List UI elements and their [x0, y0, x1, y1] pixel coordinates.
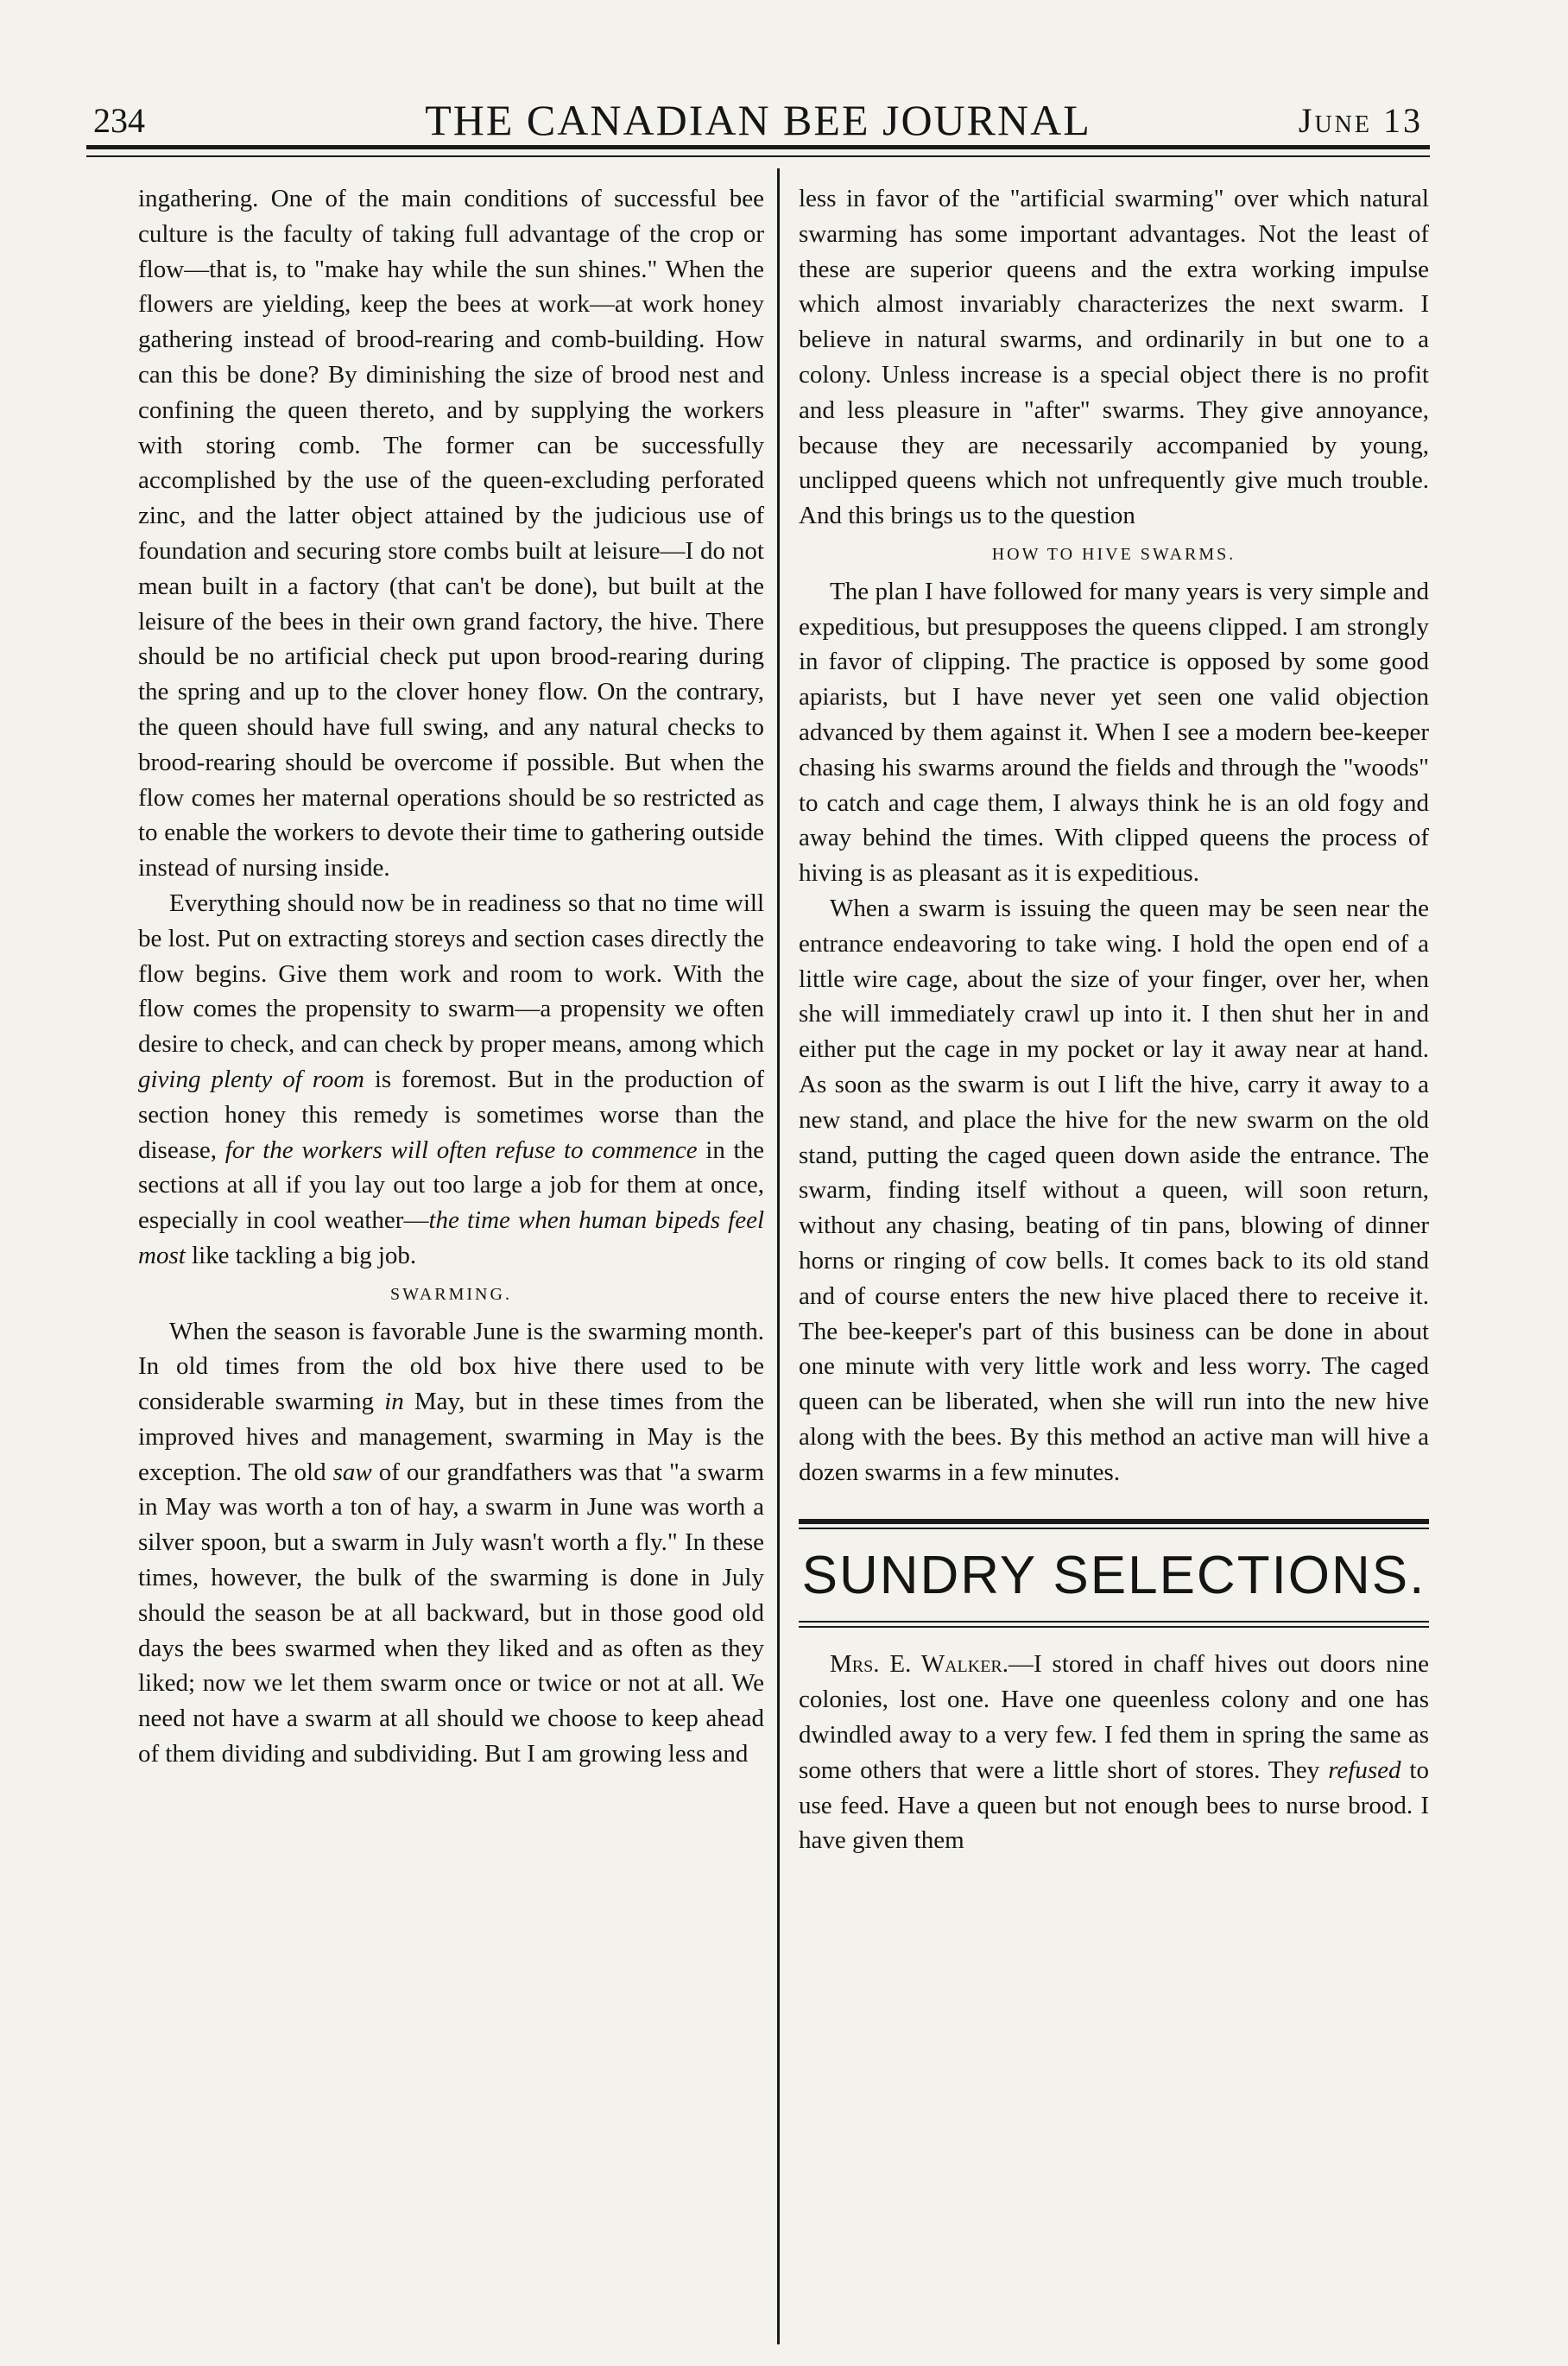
contributor-name: Mrs. E. Walker. — [830, 1650, 1008, 1679]
text-run: is foremost. But in the production of section honey this remedy is sometimes worse than the disease, — [138, 1065, 764, 1164]
text-run: to use feed. Have a queen but not enough bees to nurse brood. I have given them — [799, 1756, 1429, 1855]
header-rule-thick — [86, 145, 1430, 149]
section-rule — [799, 1528, 1429, 1529]
italic-run: the time when human bipeds feel most — [138, 1206, 764, 1269]
section-title: SUNDRY SELECTIONS. — [801, 1546, 1426, 1606]
issue-date: June 13 — [1298, 101, 1423, 140]
column-divider — [777, 168, 780, 2344]
italic-run: in — [384, 1388, 404, 1416]
text-run: in the sections at all if you lay out too large a job for them at once, especially in cool weather— — [138, 1136, 764, 1235]
italic-run: saw — [332, 1458, 372, 1486]
page-number: 234 — [93, 101, 145, 140]
paragraph: ingathering. One of the main conditions of successful bee culture is the faculty of taking full advantage of the crop or flow—that is, to "make hay while the sun shines." When the flowers are yielding, keep the bees at work—at work honey gathering instead of brood-rearing and comb-building. How can this be done? By diminishing the size of brood nest and confining the queen thereto, and by supplying the workers with storing comb. The former can be successfully accomplished by the use of the queen-excluding perforated zinc, and the latter object attained by the judicious use of foundation and securing store combs built at leisure—I do not mean built in a factory (that can't be done), but built at the leisure of the bees in their own grand factory, the hive. There should be no artificial check put upon brood-rearing during the spring and up to the clover honey flow. On the contrary, the queen should have full swing, and any natural checks to brood-rearing should be overcome if possible. But when the flow comes her maternal operations should be so restricted as to enable the workers to devote their time to gathering outside instead of nursing inside. — [138, 185, 764, 883]
text-run: —I stored in chaff hives out doors nine colonies, lost one. Have one queenless colony and one has dwindled away to a very few. I fed them in spring the same as some others that were a little short of stores. They — [799, 1650, 1429, 1784]
text-run: When the season is favorable June is the swarming month. In old times from the old box hive there used to be considerable swarming — [138, 1317, 764, 1416]
journal-title: THE CANADIAN BEE JOURNAL — [425, 96, 1091, 144]
subheading-swarming: SWARMING. — [390, 1284, 512, 1304]
section-rule — [799, 1519, 1429, 1524]
header-rule-thin — [86, 155, 1430, 157]
paragraph: The plan I have followed for many years is very simple and expeditious, but presupposes the queens clipped. I am strongly in favor of clipping. The practice is opposed by some good apiarists, but I have never yet seen one valid objection advanced by them against it. When I see a modern bee-keeper chasing his swarms around the fields and through the "woods" to catch and cage them, I always think he is an old fogy and away behind the times. With clipped queens the process of hiving is as pleasant as it is expeditious. — [799, 577, 1429, 888]
subheading-how-to-hive: HOW TO HIVE SWARMS. — [991, 544, 1236, 564]
paragraph: When a swarm is issuing the queen may be seen near the entrance endeavoring to take wing. I hold the open end of a little wire cage, about the size of your finger, over her, when she will immediately crawl up into it. I then shut her in and either put the cage in my pocket or lay it away near at hand. As soon as the swarm is out I lift the hive, carry it away to a new stand, and place the hive for the new swarm on the old stand, putting the caged queen down aside the entrance. The swarm, finding itself without a queen, will soon return, without any chasing, beating of tin pans, blowing of dinner horns or ringing of cow bells. It comes back to its old stand and of course enters the new hive placed there to receive it. The bee-keeper's part of this business can be done in about one minute with very little work and less worry. The caged queen can be liberated, when she will run into the new hive along with the bees. By this method an active man will hive a dozen swarms in a few minutes. — [799, 894, 1429, 1486]
left-column — [138, 181, 764, 1772]
italic-run: for the workers will often refuse to commence — [224, 1136, 698, 1164]
text-run: Everything should now be in readiness so that no time will be lost. Put on extracting storeys and section cases directly the flow begins. Give them work and room to work. With the flow comes the propensity to swarm—a propensity we often desire to check, and can check by proper means, among which — [138, 889, 764, 1059]
text-run: like tackling a big job. — [185, 1241, 417, 1269]
paragraph: less in favor of the "artificial swarming" over which natural swarming has some important advantages. Not the least of these are superior queens and the extra working impulse which almost invariably characterizes the next swarm. I believe in natural swarms, and ordinarily in but one to a colony. Unless increase is a special object there is no profit and less pleasure in "after" swarms. They give annoyance, because they are necessarily accompanied by young, unclipped queens which not unfrequently give much trouble. And this brings us to the question — [799, 185, 1429, 530]
text-run: May, but in these times from the improved hives and management, swarming in May is the exception. The old — [138, 1388, 765, 1486]
paragraph — [138, 886, 764, 1274]
paragraph — [138, 1314, 764, 1772]
section-rule — [799, 1621, 1429, 1623]
section-rule — [799, 1626, 1429, 1628]
italic-run: giving plenty of room — [138, 1065, 364, 1093]
paragraph — [799, 1647, 1429, 1858]
text-run: of our grandfathers was that "a swarm in May was worth a ton of hay, a swarm in June was worth a silver spoon, but a swarm in July wasn't worth a fly." In these times, however, the bulk of the swarming is done in July should the season be at all backward, but in those good old days the bees swarmed when they liked and as often as they liked; now we let them swarm once or twice or not at all. We need not have a swarm at all should we choose to keep ahead of them dividing and subdividing. But I am growing less and — [138, 1458, 764, 1768]
right-column — [799, 181, 1429, 1858]
italic-run: refused — [1328, 1756, 1401, 1784]
